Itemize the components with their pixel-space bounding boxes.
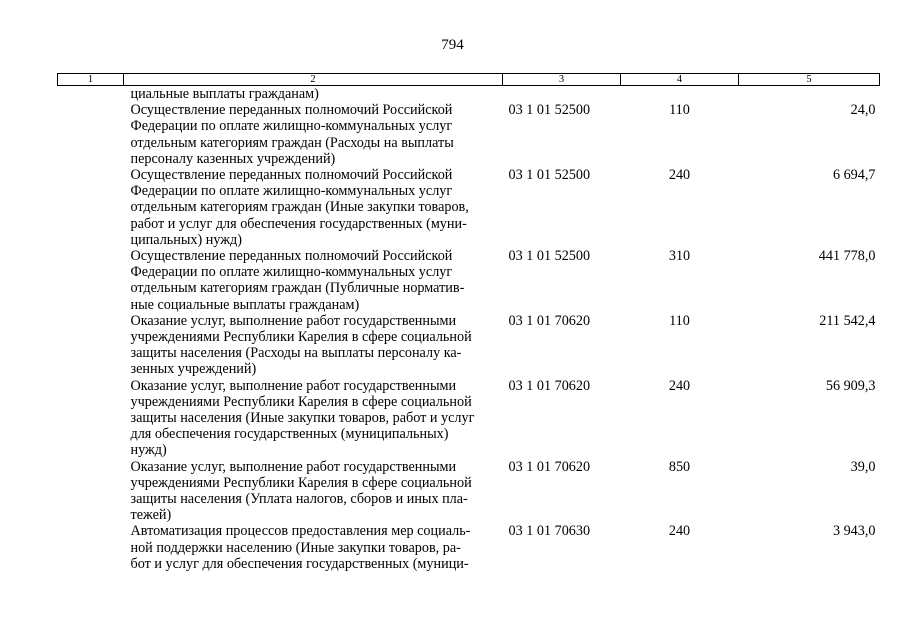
table-row [58,378,880,459]
index-cell [58,313,124,378]
table-row [58,313,880,378]
table-row [58,248,880,313]
index-cell [58,248,124,313]
index-cell [58,167,124,248]
row-amount: 24,0 [850,102,876,119]
row-expense-type: 240 [668,377,691,394]
page-number: 794 [441,37,464,53]
row-description: Оказание услуг, выполнение работ государственными учреждениями Республики Карелия в сфере социальной защиты населения (Иные закупки товаров, работ и услуг для обеспечения государственных (муниципальных) нужд) [130,377,475,459]
amount-cell [739,86,880,103]
table-body [58,86,880,573]
row-code: 03 1 01 70620 [508,458,591,475]
code-cell [503,86,621,103]
column-header-1: 1 [58,74,124,86]
index-cell [58,459,124,524]
index-cell [58,86,124,103]
column-header-2: 2 [124,74,503,86]
row-description: Автоматизация процессов предоставления мер социаль- ной поддержки населению (Иные закупки товаров, ра- бот и услуг для обеспечения государственных (муници- [130,523,471,572]
table-header [58,74,880,86]
header-row [58,74,880,86]
row-amount: 211 542,4 [819,312,876,329]
table-row [58,523,880,572]
type-cell [621,86,739,103]
table-row [58,167,880,248]
row-description: Оказание услуг, выполнение работ государственными учреждениями Республики Карелия в сфере социальной защиты населения (Расходы на выплаты персоналу ка- зенных учреждений) [130,312,472,378]
column-header-3: 3 [503,74,621,86]
row-code: 03 1 01 70630 [508,523,591,540]
row-expense-type: 240 [668,167,691,184]
index-cell [58,102,124,167]
row-amount: 441 778,0 [818,248,876,265]
row-expense-type: 310 [668,248,691,265]
index-cell [58,378,124,459]
row-description: Оказание услуг, выполнение работ государственными учреждениями Республики Карелия в сфере социальной защиты населения (Уплата налогов, сборов и иных пла- тежей) [130,458,472,524]
row-amount: 3 943,0 [832,523,876,540]
row-code: 03 1 01 70620 [508,377,591,394]
row-description: Осуществление переданных полномочий Российской Федерации по оплате жилищно-коммунальных услуг отдельным категориям граждан (Иные закупки товаров, работ и услуг для обеспечения государственных (муни- ципальных) нужд) [130,167,469,248]
column-header-5: 5 [739,74,880,86]
row-amount: 39,0 [850,458,876,475]
index-cell [58,523,124,572]
budget-table [57,73,880,572]
table-row [58,459,880,524]
continuation-row [58,86,880,103]
continuation-text: циальные выплаты гражданам) [130,86,319,102]
row-description: Осуществление переданных полномочий Российской Федерации по оплате жилищно-коммунальных услуг отдельным категориям граждан (Публичные норматив- ные социальные выплаты гражданам) [130,248,465,313]
table-row [58,102,880,167]
row-expense-type: 240 [668,523,691,540]
row-expense-type: 110 [669,312,690,329]
row-expense-type: 110 [669,102,690,119]
row-code: 03 1 01 70620 [508,312,591,329]
row-code: 03 1 01 52500 [508,102,591,119]
row-expense-type: 850 [668,458,691,475]
row-description: Осуществление переданных полномочий Российской Федерации по оплате жилищно-коммунальных услуг отдельным категориям граждан (Расходы на выплаты персоналу казенных учреждений) [130,102,454,167]
row-code: 03 1 01 52500 [508,248,591,265]
row-code: 03 1 01 52500 [508,167,591,184]
row-amount: 56 909,3 [825,377,876,394]
column-header-4: 4 [621,74,739,86]
row-amount: 6 694,7 [832,167,876,184]
